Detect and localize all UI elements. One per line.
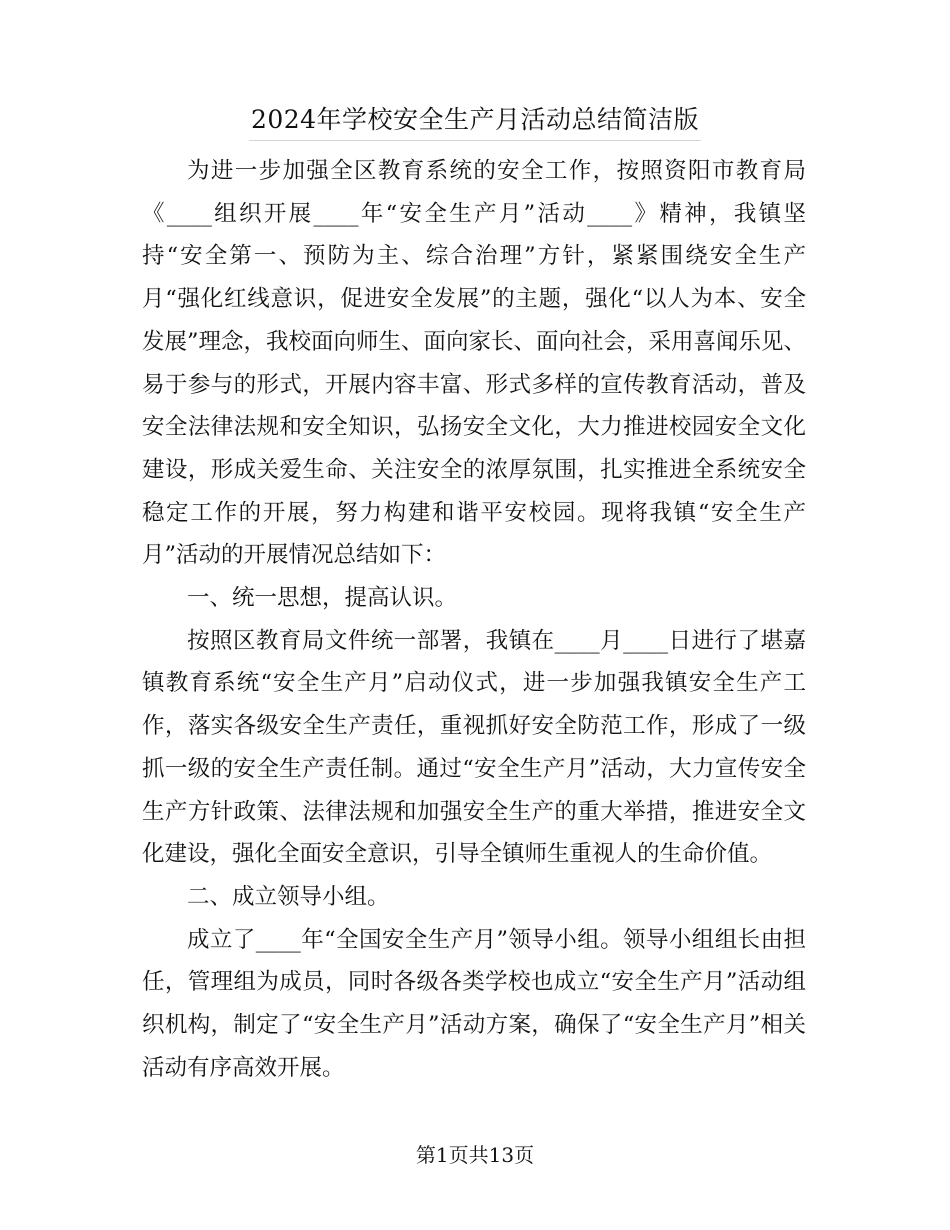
paragraph-intro: 为进一步加强全区教育系统的安全工作，按照资阳市教育局《____组织开展____年“安全生产月”活动____》精神，我镇坚持“安全第一、预防为主、综合治理”方针，紧紧围绕安全生产月“强化红线意识，促进安全发展”的主题，强化“以人为本、安全发展”理念，我校面向师生、面向家长、面向社会，采用喜闻乐见、易于参与的形式，开展内容丰富、形式多样的宣传教育活动，普及安全法律法规和安全知识，弘扬安全文化，大力推进校园安全文化建设，形成关爱生命、关注安全的浓厚氛围，扎实推进全系统安全稳定工作的开展，努力构建和谐平安校园。现将我镇“安全生产月”活动的开展情况总结如下： — [142, 158, 807, 569]
document-body — [142, 150, 806, 1089]
section-heading-2: 二、成立领导小组。 — [187, 883, 390, 910]
section-heading-1: 一、统一思想，提高认识。 — [187, 585, 458, 612]
paragraph-section-1: 按照区教育局文件统一部署，我镇在____月____日进行了堪嘉镇教育系统“安全生产月”启动仪式，进一步加强我镇安全生产工作，落实各级安全生产责任，重视抓好安全防范工作，形成了一级抓一级的安全生产责任制。通过“安全生产月”活动，大力宣传安全生产方针政策、法律法规和加强安全生产的重大举措，推进安全文化建设，强化全面安全意识，引导全镇师生重视人的生命价值。 — [142, 627, 806, 868]
paragraph-section-2: 成立了____年“全国安全生产月”领导小组。领导小组组长由担任，管理组为成员，同时各级各类学校也成立“安全生产月”活动组织机构，制定了“安全生产月”活动方案，确保了“安全生产月”相关活动有序高效开展。 — [142, 926, 806, 1081]
document-title — [0, 100, 950, 141]
document-title-text: 2024年学校安全生产月活动总结简洁版 — [249, 100, 701, 141]
page-number-footer: 第1页共13页 — [415, 1143, 535, 1167]
